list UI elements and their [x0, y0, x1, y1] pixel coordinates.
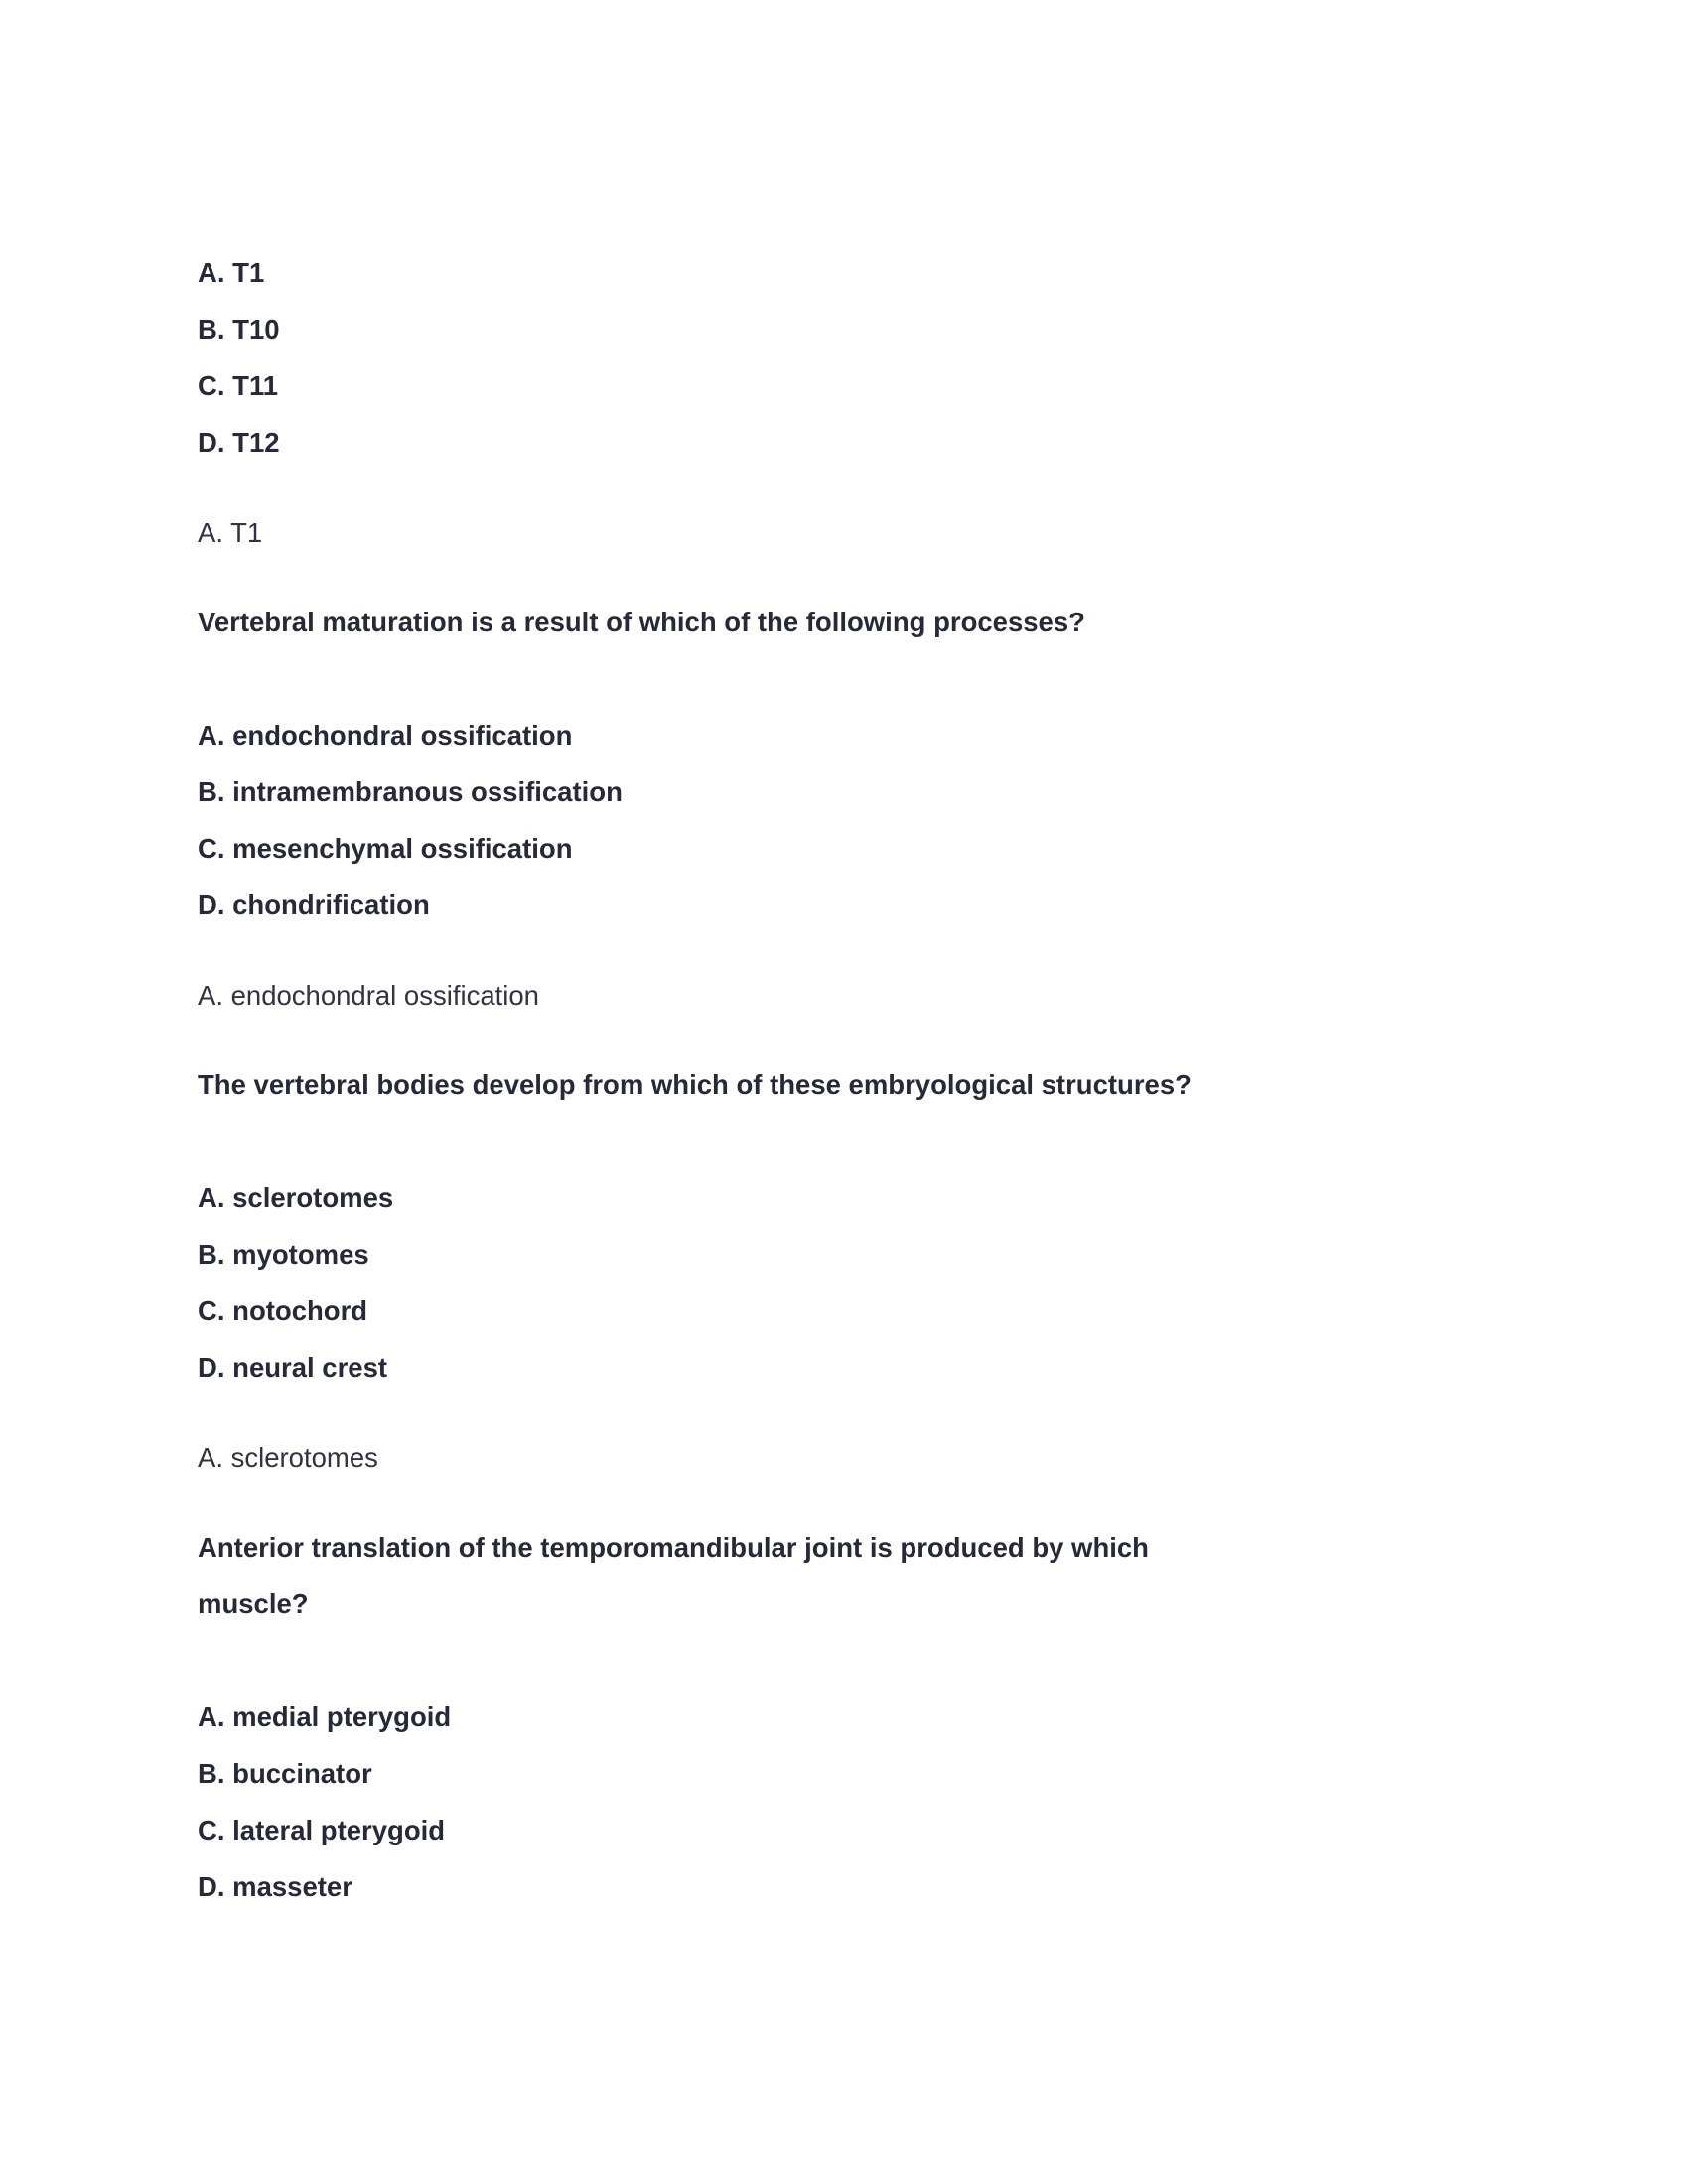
- answer: A. endochondral ossification: [198, 980, 539, 1011]
- option-a: A. T1: [198, 257, 265, 288]
- option-b: B. T10: [198, 314, 280, 344]
- answer: A. sclerotomes: [198, 1442, 378, 1473]
- options-list: [198, 244, 1488, 471]
- question-block-1: [198, 244, 1488, 561]
- question-line-2: muscle?: [198, 1588, 309, 1619]
- option-a: A. endochondral ossification: [198, 720, 573, 751]
- answer: A. T1: [198, 517, 263, 548]
- option-c: C. lateral pterygoid: [198, 1815, 446, 1845]
- option-a: A. medial pterygoid: [198, 1702, 452, 1732]
- option-d: D. chondrification: [198, 889, 430, 920]
- question-text: [198, 1519, 1488, 1632]
- options-list: [198, 1689, 1488, 1915]
- option-d: D. T12: [198, 427, 280, 458]
- option-d: D. masseter: [198, 1871, 352, 1902]
- question-block-3: [198, 1056, 1488, 1486]
- question-block-4: [198, 1519, 1488, 1915]
- option-b: B. myotomes: [198, 1239, 369, 1270]
- question-text: Vertebral maturation is a result of which of the following processes?: [198, 607, 1085, 637]
- option-c: C. notochord: [198, 1296, 368, 1326]
- option-c: C. mesenchymal ossification: [198, 833, 573, 864]
- option-b: B. buccinator: [198, 1758, 372, 1789]
- option-d: D. neural crest: [198, 1352, 388, 1383]
- options-list: [198, 707, 1488, 933]
- option-a: A. sclerotomes: [198, 1182, 394, 1213]
- question-text: The vertebral bodies develop from which of these embryological structures?: [198, 1069, 1192, 1100]
- options-list: [198, 1169, 1488, 1396]
- option-c: C. T11: [198, 370, 279, 401]
- option-b: B. intramembranous ossification: [198, 776, 623, 807]
- question-line-1: Anterior translation of the temporomandibular joint is produced by which: [198, 1532, 1149, 1563]
- document-page: [198, 244, 1488, 1915]
- question-block-2: [198, 594, 1488, 1024]
